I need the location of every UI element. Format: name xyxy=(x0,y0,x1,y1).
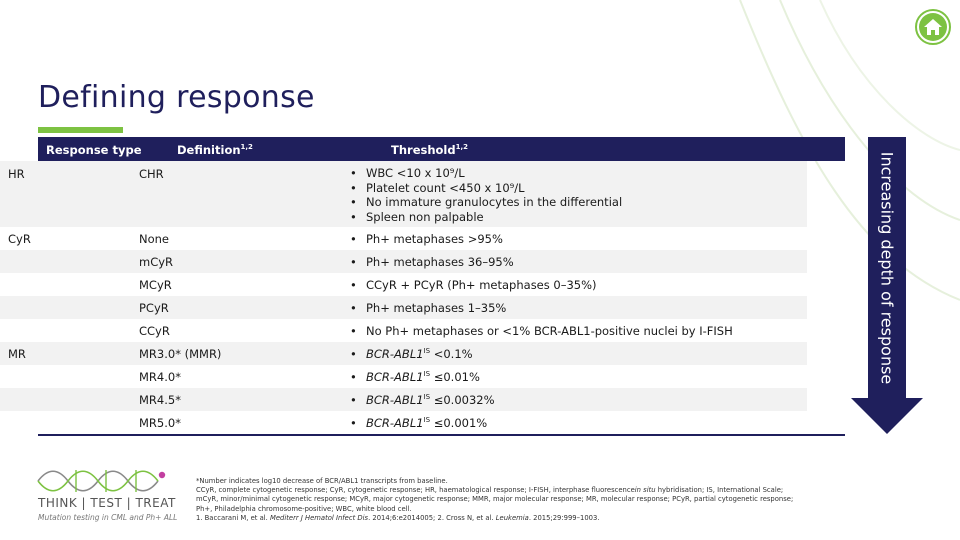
logo-tagline: Mutation testing in CML and Ph+ ALL xyxy=(38,513,178,522)
threshold-value: ≤0.0032% xyxy=(433,393,495,407)
cell-definition: CHR xyxy=(139,167,164,181)
table-row xyxy=(0,296,807,319)
table-row xyxy=(0,365,807,388)
header-threshold xyxy=(391,143,468,157)
threshold-value: <0.1% xyxy=(433,347,473,361)
footnote-line: Ph+, Philadelphia chromosome-positive; WBC, white blood cell. xyxy=(196,504,412,513)
table-header xyxy=(38,137,845,161)
is-sup: IS xyxy=(423,370,431,379)
is-sup: IS xyxy=(423,393,431,402)
threshold-item: • WBC <10 x 10⁹/L xyxy=(350,166,622,181)
header-definition-label: Definition xyxy=(177,143,241,157)
table-row xyxy=(0,250,807,273)
table-row xyxy=(0,411,807,434)
footnote-line: mCyR, minor/minimal cytogenetic response; MCyR, major cytogenetic response; MMR, major molecular response; MR, molecular response; PCyR, partial cytogenetic response; xyxy=(196,495,794,504)
table-row xyxy=(0,342,807,365)
cell-threshold xyxy=(350,324,733,339)
is-sup: IS xyxy=(423,347,431,356)
page-title: Defining response xyxy=(38,80,315,115)
footnote-line: *Number indicates log10 decrease of BCR/ABL1 transcripts from baseline. xyxy=(196,477,448,485)
footnotes xyxy=(196,477,912,523)
table-bottom-border xyxy=(38,434,845,436)
footnote-text: hybridisation; IS, International Scale; xyxy=(655,486,784,495)
cell-definition: PCyR xyxy=(139,301,169,315)
home-button[interactable] xyxy=(914,8,952,46)
cell-definition: None xyxy=(139,232,170,246)
table-row xyxy=(0,227,807,250)
table-row xyxy=(0,161,807,227)
header-definition-sup: 1,2 xyxy=(240,143,253,152)
cell-definition: MR5.0* xyxy=(139,416,181,430)
title-underline xyxy=(38,127,123,133)
cell-definition: mCyR xyxy=(139,255,174,269)
reference-text: . 2015;29:999–1003. xyxy=(528,513,600,522)
threshold-value: ≤0.001% xyxy=(433,416,488,430)
threshold-item xyxy=(350,370,480,385)
table-row xyxy=(0,319,807,342)
threshold-item: • Ph+ metaphases 36–95% xyxy=(350,255,514,270)
header-definition xyxy=(177,143,253,157)
cell-definition: MR4.0* xyxy=(139,370,181,384)
is-sup: IS xyxy=(423,416,431,425)
threshold-item xyxy=(350,347,473,362)
gene-name: BCR-ABL1 xyxy=(366,416,424,430)
cell-definition: MR4.5* xyxy=(139,393,181,407)
threshold-item: • Ph+ metaphases >95% xyxy=(350,232,503,247)
reference-journal: Mediterr J Hematol Infect Dis xyxy=(270,513,369,522)
threshold-value: ≤0.01% xyxy=(433,370,480,384)
table-row xyxy=(0,273,807,296)
logo-brand: THINK | TEST | TREAT xyxy=(38,496,176,510)
cell-threshold xyxy=(350,301,506,316)
cell-type: HR xyxy=(8,167,25,181)
cell-threshold xyxy=(350,416,487,431)
gene-name: BCR-ABL1 xyxy=(366,347,424,361)
cell-threshold xyxy=(350,255,514,270)
cell-threshold xyxy=(350,166,622,224)
cell-threshold xyxy=(350,370,480,385)
threshold-item: • No Ph+ metaphases or <1% BCR-ABL1-positive nuclei by I-FISH xyxy=(350,324,733,339)
threshold-item: • CCyR + PCyR (Ph+ metaphases 0–35%) xyxy=(350,278,597,293)
depth-arrow-label: Increasing depth of response xyxy=(877,151,897,385)
table-row xyxy=(0,388,807,411)
cell-definition: MCyR xyxy=(139,278,172,292)
gene-name: BCR-ABL1 xyxy=(366,393,424,407)
cell-threshold xyxy=(350,232,503,247)
threshold-item: • Spleen non palpable xyxy=(350,210,622,225)
reference-text: 1. Baccarani M, et al. xyxy=(196,513,270,522)
footnote-text: CCyR, complete cytogenetic response; CyR, cytogenetic response; HR, haematological response; I-FISH, interphase fluorescence xyxy=(196,486,635,495)
cell-type: MR xyxy=(8,347,26,361)
gene-name: BCR-ABL1 xyxy=(366,370,424,384)
reference-journal: Leukemia xyxy=(495,513,529,522)
cell-threshold xyxy=(350,278,597,293)
footnote-text-italic: in situ xyxy=(634,486,656,495)
header-threshold-label: Threshold xyxy=(391,143,456,157)
header-threshold-sup: 1,2 xyxy=(455,143,469,152)
depth-arrow-head xyxy=(851,398,923,434)
header-response-type: Response type xyxy=(46,143,142,157)
threshold-item: • Ph+ metaphases 1–35% xyxy=(350,301,506,316)
cell-threshold xyxy=(350,347,473,362)
threshold-item: • Platelet count <450 x 10⁹/L xyxy=(350,181,622,196)
home-icon xyxy=(914,8,952,46)
cell-type: CyR xyxy=(8,232,31,246)
footnote-line xyxy=(196,486,912,495)
threshold-item xyxy=(350,416,487,431)
threshold-item xyxy=(350,393,495,408)
cell-definition: MR3.0* (MMR) xyxy=(139,347,222,361)
footnote-references xyxy=(196,514,912,523)
threshold-item: • No immature granulocytes in the differential xyxy=(350,195,622,210)
reference-text: . 2014;6:e2014005; 2. Cross N, et al. xyxy=(368,513,496,522)
cell-definition: CCyR xyxy=(139,324,170,338)
cell-threshold xyxy=(350,393,495,408)
logo-dna-icon xyxy=(36,466,178,496)
